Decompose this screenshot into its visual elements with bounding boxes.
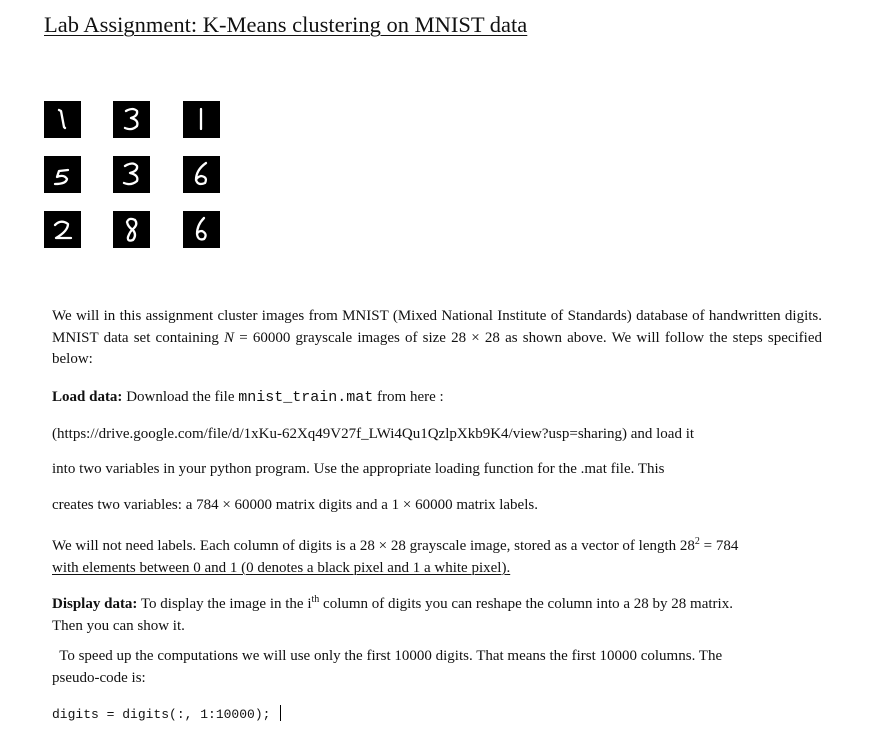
- th-superscript: th: [311, 594, 320, 605]
- pixel-range-note: [52, 560, 510, 576]
- text-cursor: [280, 705, 281, 721]
- digit-image-3: [113, 156, 150, 193]
- load-data-from-here: from here :: [373, 389, 444, 405]
- labels-note-paragraph: [52, 536, 822, 579]
- digit-image-6: [183, 156, 220, 193]
- n-symbol: N: [224, 329, 235, 346]
- speedup-paragraph: [52, 645, 822, 689]
- display-data-line-2: Then you can show it.: [52, 617, 185, 634]
- pixel-range-text: with elements between 0 and 1 (0 denotes a black pixel and 1 a white pixel): [52, 559, 507, 576]
- filename: mnist_train.mat: [238, 389, 374, 406]
- digit-image-2: [44, 211, 81, 248]
- load-data-line-2: into two variables in your python program. Use the appropriate loading function for the .mat file. This: [52, 461, 665, 477]
- digit-image-8: [113, 211, 150, 248]
- squared-superscript: 2: [694, 536, 700, 547]
- labels-note-text-2: = 784: [699, 538, 739, 554]
- intro-text-end: = 60000 grayscale images of size 28 × 28 as shown above. We will follow the steps specified below:: [52, 329, 822, 367]
- display-data-text-2: column of digits you can reshape the column into a 28 by 28 matrix.: [319, 596, 733, 612]
- digit-image-1: [183, 101, 220, 138]
- digit-image-6: [183, 211, 220, 248]
- display-data-heading: Display data:: [52, 596, 138, 612]
- display-data-paragraph: [52, 594, 822, 637]
- intro-text: We will in this assignment cluster images from MNIST (Mixed National Institute of Standards) database of handwritten digits. MNIST data set containing: [52, 308, 822, 346]
- pixel-range-end: .: [506, 559, 511, 576]
- document-title: Lab Assignment: K-Means clustering on MNIST data: [44, 12, 528, 37]
- speedup-line-1: To speed up the computations we will use only the first 10000 digits. That means the first 10000 columns. The: [52, 648, 723, 664]
- load-data-heading: Load data:: [52, 389, 123, 405]
- load-data-line: [52, 387, 822, 409]
- mnist-digit-samples: [44, 101, 220, 247]
- digit-image-3: [113, 101, 150, 138]
- digit-image-1: [44, 101, 81, 138]
- load-data-line-3: creates two variables: a 784 × 60000 matrix digits and a 1 × 60000 matrix labels.: [52, 497, 538, 513]
- display-data-text: To display the image in the i: [137, 596, 312, 612]
- labels-note-text: We will not need labels. Each column of digits is a 28 × 28 grayscale image, stored as a vector of length 28: [52, 538, 695, 554]
- download-url-line: (https://drive.google.com/file/d/1xKu-62Xq49V27f_LWi4Qu1QzlpXkb9K4/view?usp=sharing) and load it: [52, 426, 695, 442]
- speedup-line-2: pseudo-code is:: [52, 670, 146, 686]
- digit-image-5: [44, 156, 81, 193]
- code-text: digits = digits(:, 1:10000);: [52, 707, 279, 722]
- load-data-text: Download the file: [122, 389, 239, 405]
- code-snippet: [52, 705, 281, 722]
- intro-paragraph: [52, 306, 822, 371]
